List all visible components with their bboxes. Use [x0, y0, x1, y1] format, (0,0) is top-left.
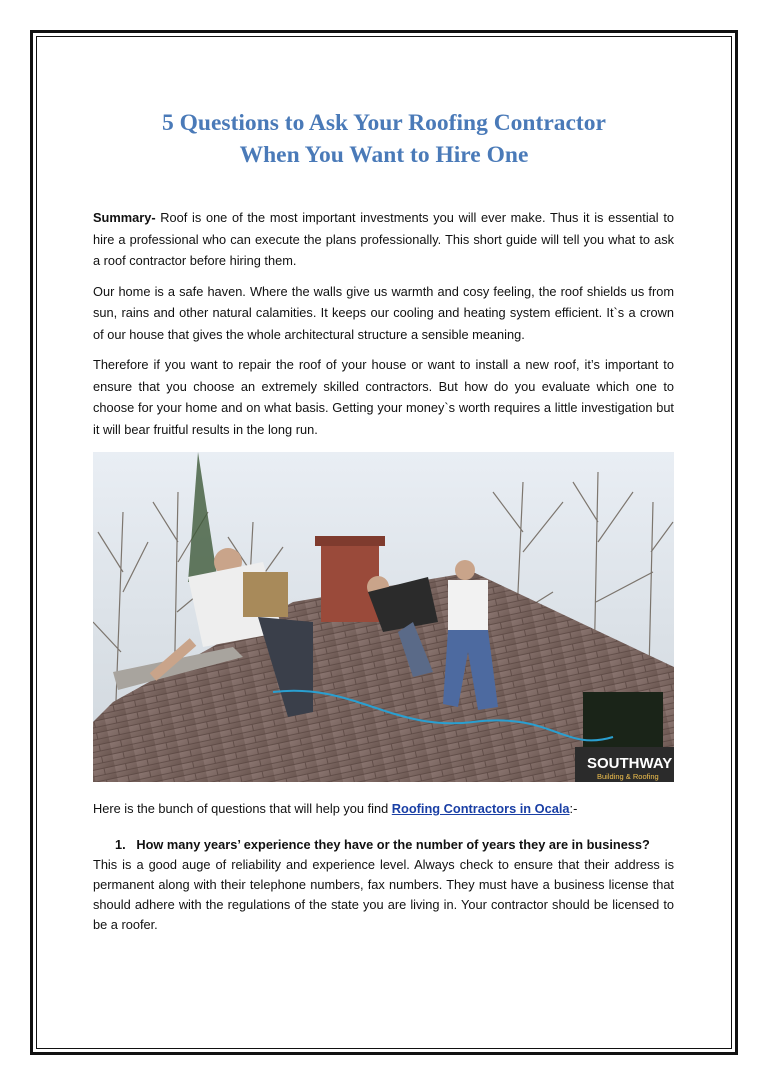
- paragraph-home: Our home is a safe haven. Where the walls give us warmth and cosy feeling, the roof shields us from sun, rains and other natural calamities. It keeps our cooling and heating system efficient. It`s a crown of our house that gives the whole architectural structure a sensible meaning.: [93, 283, 674, 342]
- question-1-text: How many years’ experience they have or the number of years they are in business?: [136, 836, 650, 852]
- document-title: [92, 107, 676, 171]
- summary-text: Roof is one of the most important investments you will ever make. Thus it is essential to hire a professional who can execute the plans professionally. This short guide will tell you what to ask a roof contractor before hiring them.: [93, 210, 674, 268]
- title-line-2: When You Want to Hire One: [239, 142, 529, 168]
- intro-suffix: :-: [569, 801, 578, 816]
- title-line-1: 5 Questions to Ask Your Roofing Contractor: [162, 110, 606, 136]
- document-body: [93, 207, 674, 944]
- roofing-contractors-link[interactable]: Roofing Contractors in Ocala: [391, 801, 570, 816]
- question-1-number: 1.: [115, 836, 126, 852]
- paragraph-contractors: Therefore if you want to repair the roof of your house or want to install a new roof, it’s important to ensure that you choose an extremely skilled contractors. But how do you evaluate which one to choose for your home and on what basis. Getting your money`s worth requires a little investigation but it will bear fruitful results in the long run.: [93, 357, 674, 437]
- question-1-heading: [93, 834, 674, 856]
- photo-tagline: Building & Roofing: [597, 772, 659, 781]
- intro-text: Here is the bunch of questions that will help you find: [93, 801, 392, 816]
- summary-label: Summary-: [93, 210, 156, 225]
- photo-brand: SOUTHWAY: [587, 755, 673, 772]
- questions-intro: [93, 798, 674, 820]
- question-1-answer: This is a good auge of reliability and experience level. Always check to ensure that their address is permanent along with their telephone numbers, fax numbers. They must have a business license that should adhere with the regulations of the state you are living in. Your contractor should be licensed to be a roofer.: [93, 857, 674, 932]
- summary-paragraph: [93, 207, 674, 272]
- roofers-photo: [93, 452, 674, 782]
